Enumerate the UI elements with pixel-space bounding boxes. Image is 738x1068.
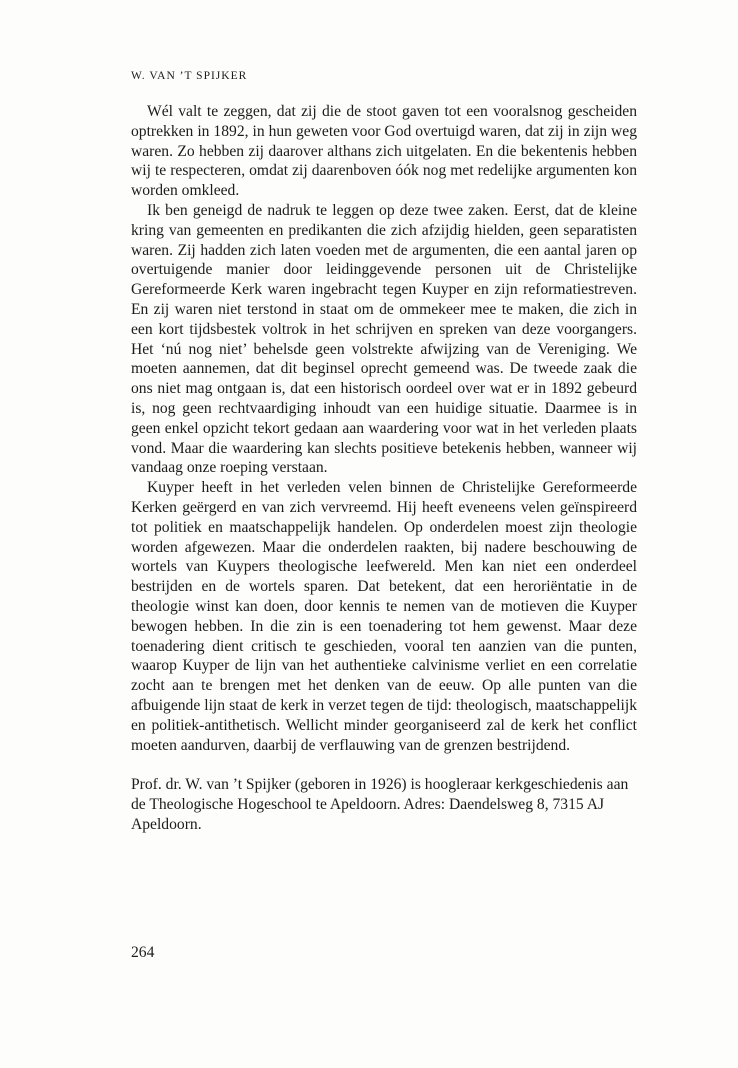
author-note-text: Prof. dr. W. van ’t Spijker (geboren in 1926) is hoogleraar kerkgeschiedenis aan de Theologische Hogeschool te Apeldoorn. Adres: Daendelsweg 8, 7315 AJ Apeldoorn.	[131, 776, 629, 833]
paragraph-2: Ik ben geneigd de nadruk te leggen op deze twee zaken. Eerst, dat de kleine kring van gemeenten en predikanten die zich afzijdig hielden, geen separatisten waren. Zij hadden zich laten voeden met de argumenten, die een aantal jaren op overtuigende manier door leidinggevende personen uit de Christelijke Gereformeerde Kerk waren ingebracht tegen Kuyper en zijn reformatiestreven. En zij waren niet terstond in staat om de ommekeer mee te maken, die zich in een kort tijdsbestek voltrok in het schrijven en spreken van deze voorgangers. Het ‘nú nog niet’ behelsde geen volstrekte afwijzing van de Vereniging. We moeten aannemen, dat dit beginsel oprecht gemeend was. De tweede zaak die ons niet mag ontgaan is, dat een historisch oordeel over wat er in 1892 gebeurd is, nog geen rechtvaardiging inhoudt van een huidige situatie. Daarmee is in geen enkel opzicht tekort gedaan aan waardering voor wat in het verleden plaats vond. Maar die waardering kan slechts positieve betekenis hebben, wanneer wij vandaag onze roeping verstaan.	[131, 201, 637, 477]
paragraph-3: Kuyper heeft in het verleden velen binnen de Christelijke Gereformeerde Kerken geërgerd en van zich vervreemd. Hij heeft eveneens velen geïnspireerd tot politiek en maatschappelijk handelen. Op onderdelen moest zijn theologie worden afgewezen. Maar die onderdelen raakten, bij nadere beschouwing de wortels van Kuypers theologische leefwereld. Men kan niet een onderdeel bestrijden en de wortels sparen. Dat betekent, dat een heroriëntatie in de theologie winst kan doen, door kennis te nemen van de motieven die Kuyper bewogen hebben. In die zin is een toenadering tot hem gewenst. Maar deze toenadering dient critisch te geschieden, vooral ten aanzien van die punten, waarop Kuyper de lijn van het authentieke calvinisme verliet en een correlatie zocht aan te brengen met het denken van de eeuw. Op alle punten van die afbuigende lijn staat de kerk in verzet tegen de tijd: theologisch, maatschappelijk en politiek-antithetisch. Wellicht minder georganiseerd zal de kerk het conflict moeten aandurven, daarbij de verflauwing van de grenzen bestrijdend.	[131, 479, 637, 754]
page-number: 264	[131, 944, 155, 961]
body-text	[131, 102, 637, 755]
running-head: W. VAN ’T SPIJKER	[131, 70, 248, 82]
author-note	[131, 775, 637, 834]
paragraph-1: Wél valt te zeggen, dat zij die de stoot gaven tot een vooralsnog gescheiden optrekken in 1892, in hun geweten voor God overtuigd waren, dat zij in zijn weg waren. Zo hebben zij daarover althans zich uitgelaten. En die bekentenis hebben wij te respecteren, omdat zij daarenboven óók nog met redelijke argumenten kon worden omkleed.	[131, 103, 637, 200]
